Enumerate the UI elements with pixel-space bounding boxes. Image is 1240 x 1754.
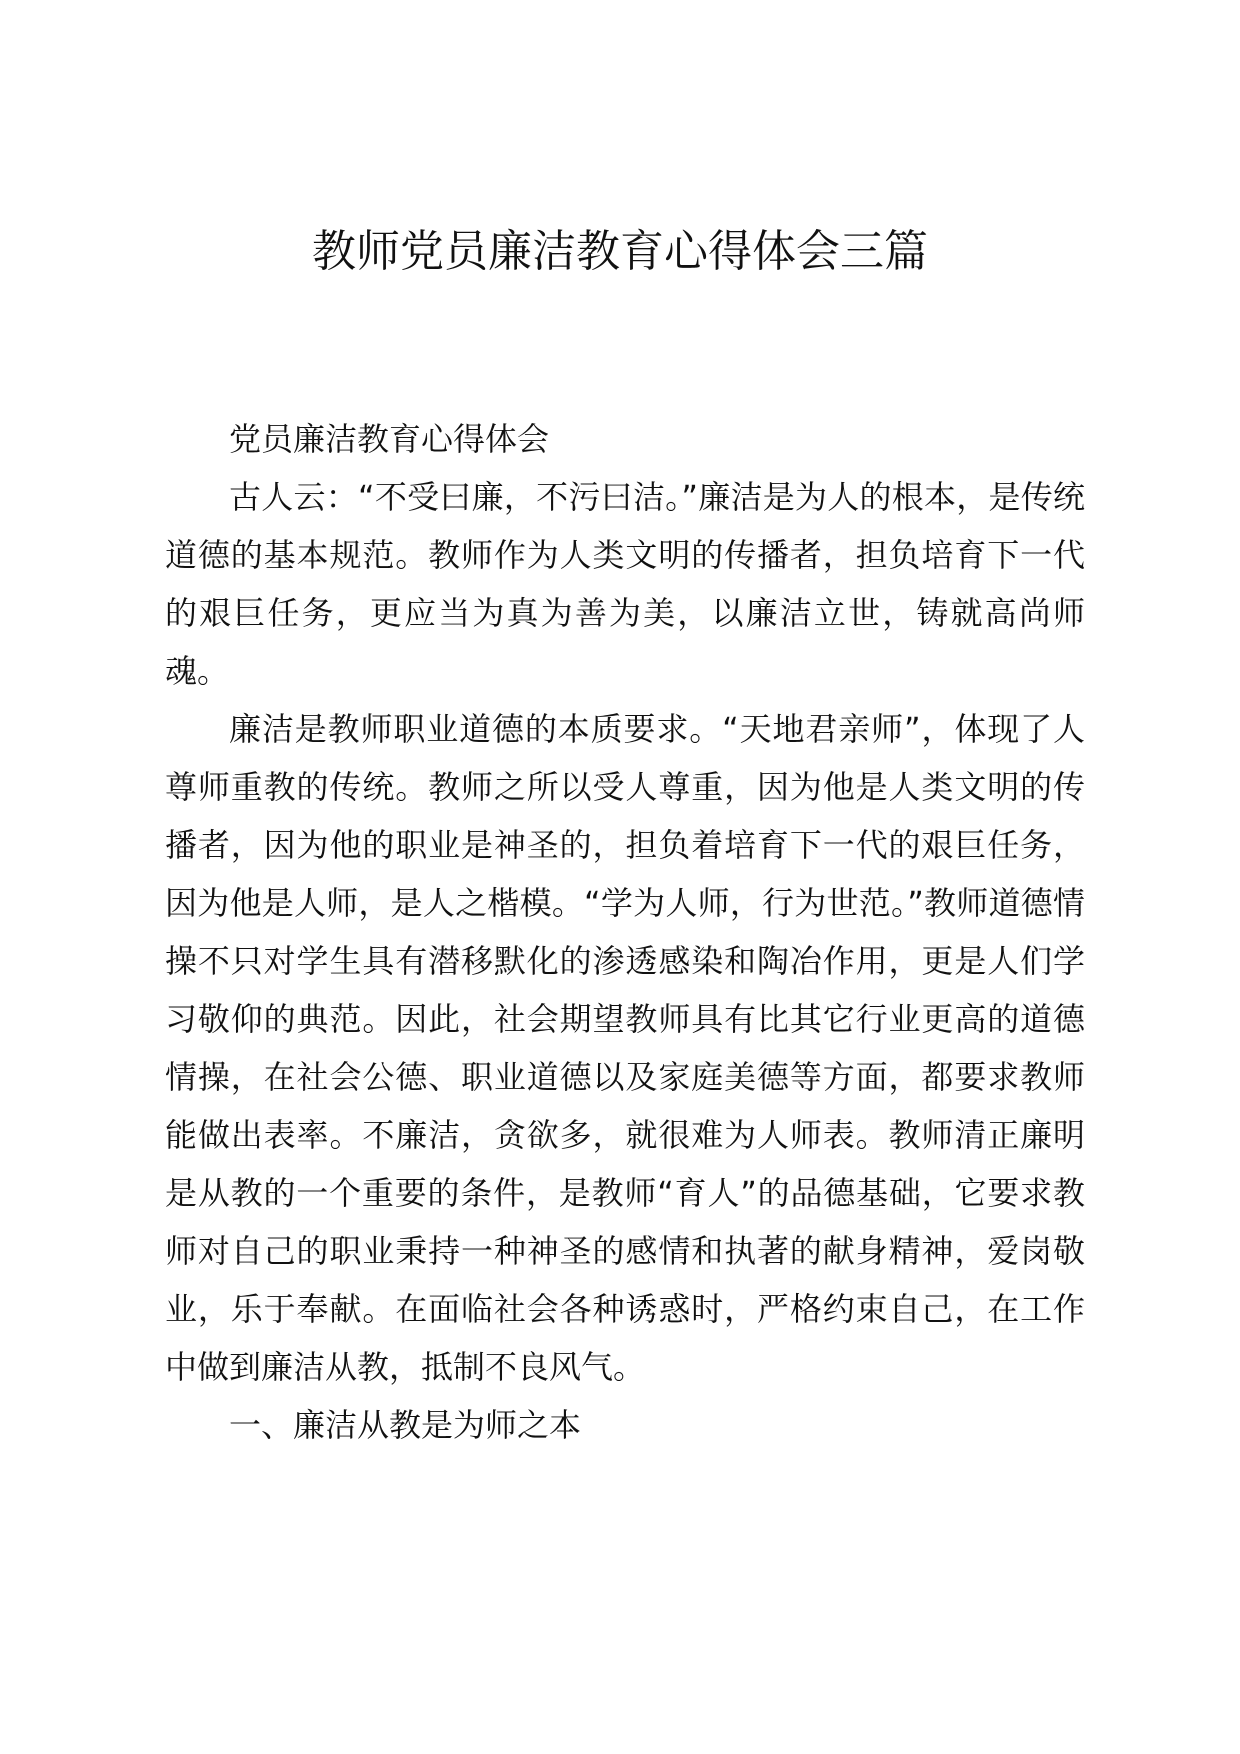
document-body: [165, 410, 1085, 1454]
article-subtitle: 党员廉洁教育心得体会: [229, 420, 550, 458]
section-heading: 一、廉洁从教是为师之本: [229, 1406, 582, 1444]
paragraph-2: 廉洁是教师职业道德的本质要求。“天地君亲师”，体现了人尊师重教的传统。教师之所以受人尊重，因为他是人类文明的传播者，因为他的职业是神圣的，担负着培育下一代的艰巨任务，因为他是人师，是人之楷模。“学为人师，行为世范。”教师道德情操不只对学生具有潜移默化的渗透感染和陶冶作用，更是人们学习敬仰的典范。因此，社会期望教师具有比其它行业更高的道德情操，在社会公德、职业道德以及家庭美德等方面，都要求教师能做出表率。不廉洁，贪欲多，就很难为人师表。教师清正廉明是从教的一个重要的条件，是教师“育人”的品德基础，它要求教师对自己的职业秉持一种神圣的感情和执著的献身精神，爱岗敬业，乐于奉献。在面临社会各种诱惑时，严格约束自己，在工作中做到廉洁从教，抵制不良风气。: [165, 710, 1085, 1386]
paragraph-1: 古人云：“不受曰廉，不污曰洁。”廉洁是为人的根本，是传统道德的基本规范。教师作为人类文明的传播者，担负培育下一代的艰巨任务，更应当为真为善为美，以廉洁立世，铸就高尚师魂。: [165, 478, 1085, 690]
document-title: 教师党员廉洁教育心得体会三篇: [312, 226, 928, 277]
